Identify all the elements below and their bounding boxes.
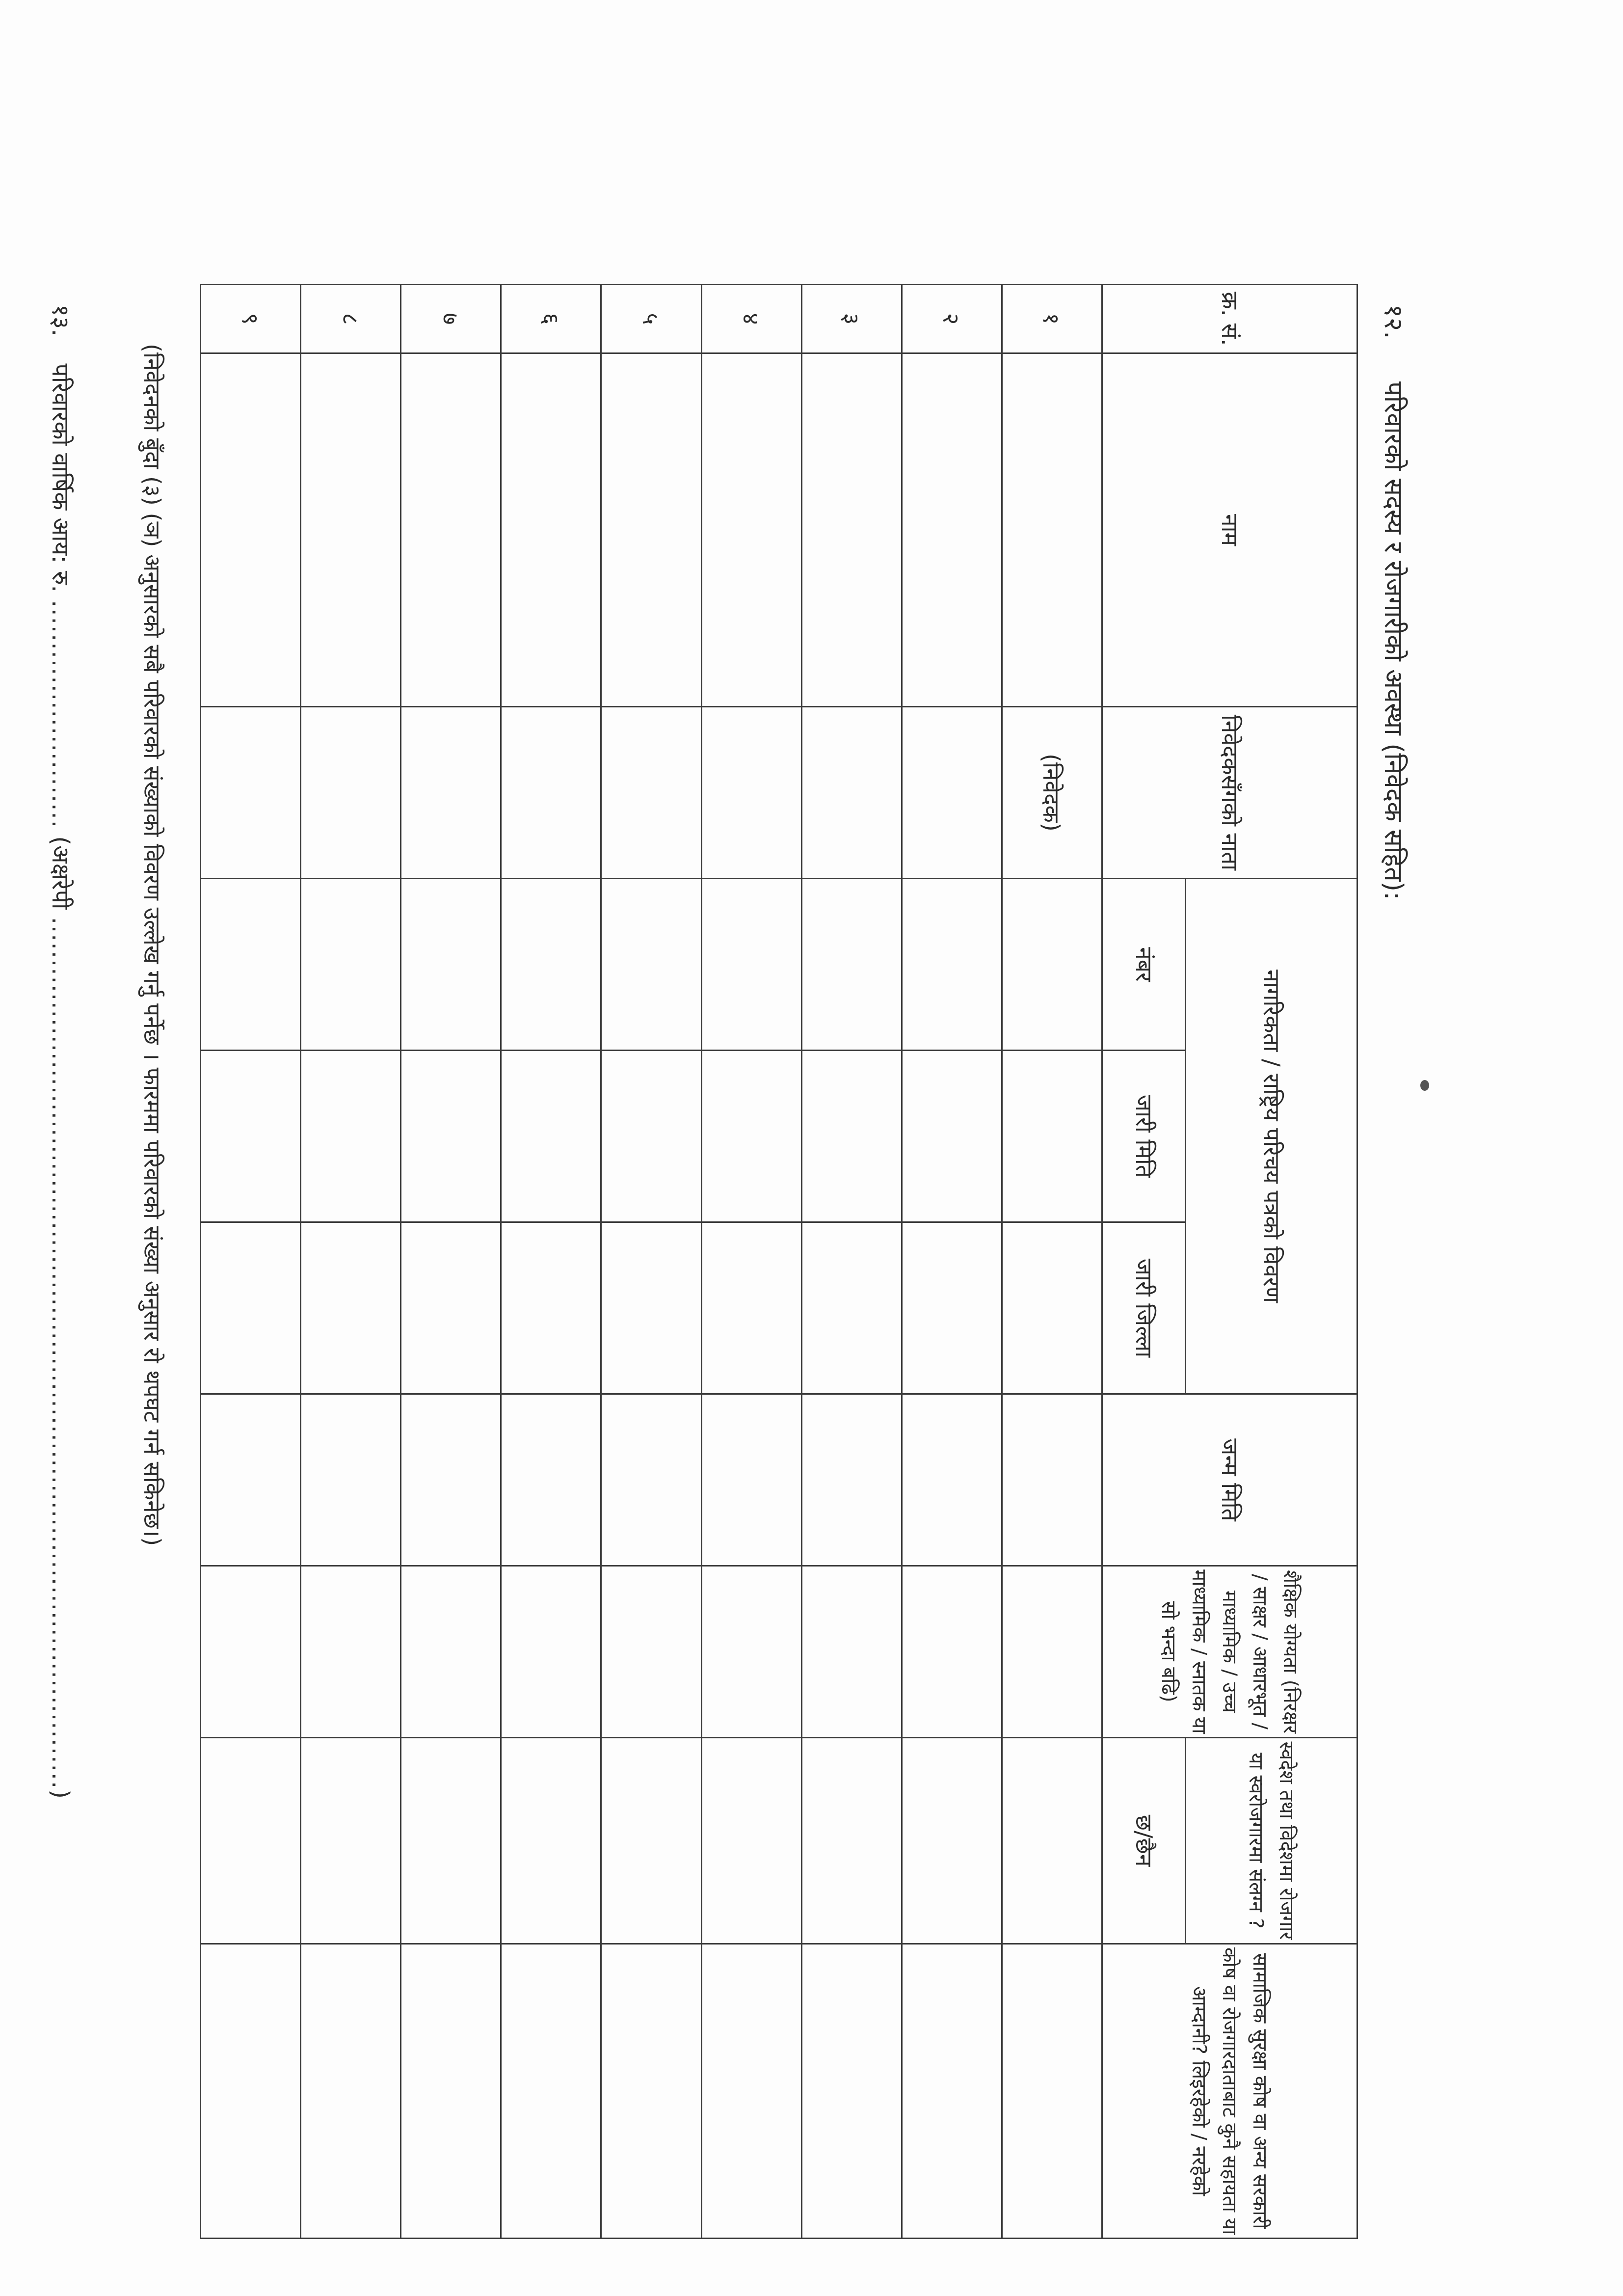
header-citizenship: नागरिकता / राष्ट्रिय परिचय पत्रको विवरण	[1186, 879, 1357, 1394]
cell-issue-date[interactable]	[501, 1051, 601, 1222]
cell-name[interactable]	[501, 353, 601, 707]
cell-employment[interactable]	[301, 1738, 401, 1944]
section-13-number: १३.	[47, 304, 74, 337]
cell-issue-date[interactable]	[701, 1051, 801, 1222]
cell-social-security[interactable]	[401, 1944, 501, 2239]
cell-name[interactable]	[401, 353, 501, 707]
cell-issue-district[interactable]	[501, 1222, 601, 1394]
cell-social-security[interactable]	[801, 1944, 902, 2239]
cell-issue-district[interactable]	[401, 1222, 501, 1394]
cell-education[interactable]	[601, 1566, 701, 1738]
header-education: शैक्षिक योग्यता (निरक्षर / साक्षर / आधारभूत / माध्यामिक / उच्च माध्यामिक / स्नातक या सो भन्दा बढि)	[1102, 1566, 1357, 1738]
cell-social-security[interactable]	[301, 1944, 401, 2239]
cell-social-security[interactable]	[701, 1944, 801, 2239]
cell-employment[interactable]	[1002, 1738, 1102, 1944]
table-row	[601, 285, 701, 2239]
cell-dob[interactable]	[801, 1394, 902, 1566]
income-in-words-field[interactable]: .......................................................................................................)	[47, 917, 74, 1800]
cell-issue-district[interactable]	[701, 1222, 801, 1394]
cell-employment[interactable]	[902, 1738, 1002, 1944]
ink-speck	[1420, 1080, 1429, 1091]
header-employment-answer: छ/छैन	[1102, 1738, 1186, 1944]
cell-name[interactable]	[902, 353, 1002, 707]
header-issue-date: जारी मिति	[1102, 1051, 1186, 1222]
cell-social-security[interactable]	[902, 1944, 1002, 2239]
cell-education[interactable]	[902, 1566, 1002, 1738]
cell-issue-date[interactable]	[902, 1051, 1002, 1222]
cell-dob[interactable]	[401, 1394, 501, 1566]
income-amount-field[interactable]: ...........................	[47, 600, 74, 829]
cell-employment[interactable]	[701, 1738, 801, 1944]
cell-dob[interactable]	[902, 1394, 1002, 1566]
cell-name[interactable]	[301, 353, 401, 707]
section-12-heading	[1377, 304, 1412, 900]
row-serial: १	[1002, 285, 1102, 353]
cell-employment[interactable]	[401, 1738, 501, 1944]
header-relation: निवेदकसँगको नाता	[1102, 707, 1357, 879]
table-row	[501, 285, 601, 2239]
cell-education[interactable]	[501, 1566, 601, 1738]
cell-education[interactable]	[801, 1566, 902, 1738]
table-row	[401, 285, 501, 2239]
cell-citizenship-number[interactable]	[501, 879, 601, 1051]
cell-issue-district[interactable]	[1002, 1222, 1102, 1394]
row-serial: ८	[301, 285, 401, 353]
family-members-table	[200, 284, 1358, 2239]
cell-citizenship-number[interactable]	[301, 879, 401, 1051]
cell-name[interactable]	[701, 353, 801, 707]
cell-issue-date[interactable]	[1002, 1051, 1102, 1222]
cell-issue-district[interactable]	[301, 1222, 401, 1394]
cell-dob[interactable]	[201, 1394, 301, 1566]
header-citizenship-number: नंबर	[1102, 879, 1186, 1051]
row-serial: ६	[501, 285, 601, 353]
cell-education[interactable]	[701, 1566, 801, 1738]
cell-relation[interactable]	[301, 707, 401, 879]
header-issue-district: जारी जिल्ला	[1102, 1222, 1186, 1394]
cell-citizenship-number[interactable]	[601, 879, 701, 1051]
cell-issue-district[interactable]	[201, 1222, 301, 1394]
table-row	[902, 285, 1002, 2239]
table-row	[201, 285, 301, 2239]
cell-citizenship-number[interactable]	[801, 879, 902, 1051]
row-serial: ३	[801, 285, 902, 353]
cell-issue-district[interactable]	[801, 1222, 902, 1394]
cell-social-security[interactable]	[601, 1944, 701, 2239]
cell-name[interactable]	[801, 353, 902, 707]
cell-employment[interactable]	[501, 1738, 601, 1944]
row-serial: ५	[601, 285, 701, 353]
header-dob: जन्म मिति	[1102, 1394, 1357, 1566]
section-12-title: परिवारको सदस्य र रोजगारीको अवस्था (निवेदक सहित):	[1379, 381, 1408, 900]
cell-relation[interactable]	[401, 707, 501, 879]
cell-social-security[interactable]	[1002, 1944, 1102, 2239]
cell-relation[interactable]: (निवेदक)	[1002, 707, 1102, 879]
section-13-annual-income	[45, 304, 77, 1800]
cell-issue-district[interactable]	[902, 1222, 1002, 1394]
row-serial: ९	[201, 285, 301, 353]
cell-relation[interactable]	[601, 707, 701, 879]
cell-education[interactable]	[1002, 1566, 1102, 1738]
cell-issue-date[interactable]	[301, 1051, 401, 1222]
cell-name[interactable]	[1002, 353, 1102, 707]
cell-issue-date[interactable]	[401, 1051, 501, 1222]
cell-dob[interactable]	[501, 1394, 601, 1566]
cell-education[interactable]	[401, 1566, 501, 1738]
cell-social-security[interactable]	[501, 1944, 601, 2239]
cell-relation[interactable]	[201, 707, 301, 879]
cell-name[interactable]	[201, 353, 301, 707]
table-footnote: (निवेदनको बुँदा (३) (ञ) अनुसारको सबै परिवारको संख्याको विवरण उल्लेख गर्नु पर्नेछ । फारममा परिवारको संख्या अनुसार रो थपघट गर्न सकिनेछ।)	[139, 344, 165, 1546]
cell-education[interactable]	[301, 1566, 401, 1738]
cell-issue-date[interactable]	[201, 1051, 301, 1222]
cell-dob[interactable]	[701, 1394, 801, 1566]
table-row	[701, 285, 801, 2239]
cell-citizenship-number[interactable]	[1002, 879, 1102, 1051]
cell-relation[interactable]	[701, 707, 801, 879]
table-row	[1002, 285, 1102, 2239]
income-in-words-label: (अक्षरेपी	[47, 836, 74, 910]
cell-dob[interactable]	[601, 1394, 701, 1566]
cell-dob[interactable]	[1002, 1394, 1102, 1566]
cell-relation[interactable]	[801, 707, 902, 879]
section-12-number: १२.	[1379, 304, 1408, 339]
cell-issue-date[interactable]	[601, 1051, 701, 1222]
header-social-security: सामाजिक सुरक्षा कोष वा अन्य सरकारी कोष वा रोजगारदाताबाट कुनै सहायता या आम्दानी? लिइरहेको / नरहेको	[1102, 1944, 1357, 2239]
cell-name[interactable]	[601, 353, 701, 707]
row-serial: ७	[401, 285, 501, 353]
cell-relation[interactable]	[902, 707, 1002, 879]
cell-citizenship-number[interactable]	[902, 879, 1002, 1051]
header-serial: क्र. सं.	[1102, 285, 1357, 353]
cell-dob[interactable]	[301, 1394, 401, 1566]
cell-employment[interactable]	[801, 1738, 902, 1944]
cell-employment[interactable]	[201, 1738, 301, 1944]
cell-issue-date[interactable]	[801, 1051, 902, 1222]
cell-relation[interactable]	[501, 707, 601, 879]
header-employment: स्वदेश तथा विदेशमा रोजगार या स्वरोजगारमा संलग्न ?	[1186, 1738, 1357, 1944]
cell-citizenship-number[interactable]	[201, 879, 301, 1051]
cell-citizenship-number[interactable]	[401, 879, 501, 1051]
row-serial: ४	[701, 285, 801, 353]
cell-employment[interactable]	[601, 1738, 701, 1944]
header-name: नाम	[1102, 353, 1357, 707]
income-label: परिवारको वार्षिक आय: रु.	[47, 363, 74, 593]
cell-education[interactable]	[201, 1566, 301, 1738]
cell-social-security[interactable]	[201, 1944, 301, 2239]
row-serial: २	[902, 285, 1002, 353]
table-row	[801, 285, 902, 2239]
cell-issue-district[interactable]	[601, 1222, 701, 1394]
table-row	[301, 285, 401, 2239]
cell-citizenship-number[interactable]	[701, 879, 801, 1051]
